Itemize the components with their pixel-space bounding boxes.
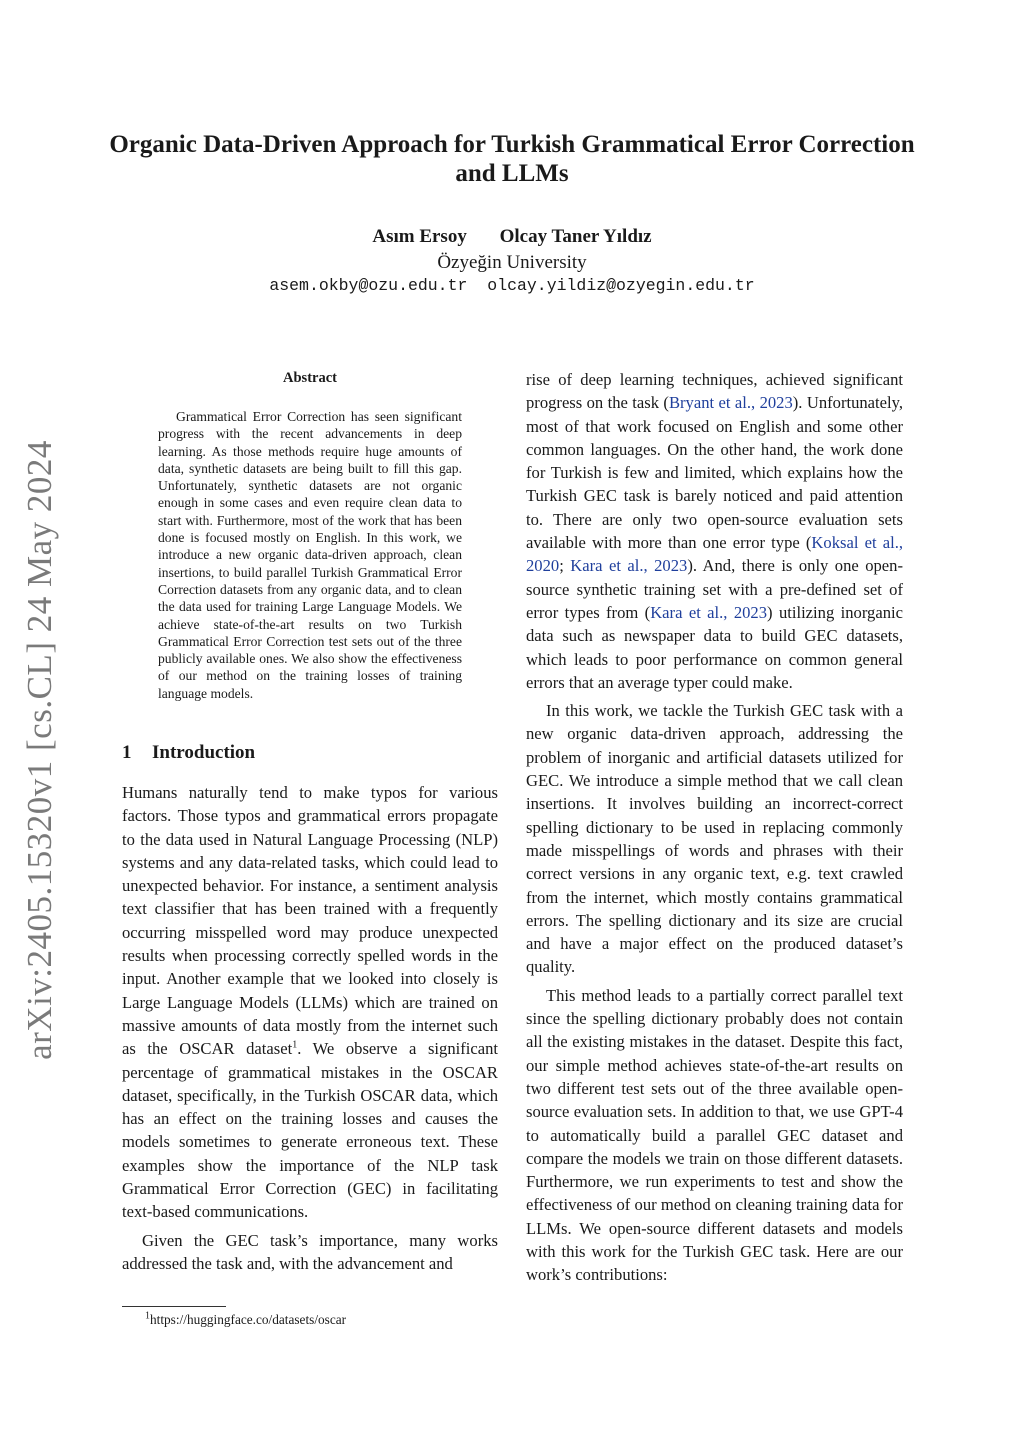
arxiv-identifier: arXiv:2405.15320v1 [cs.CL] 24 May 2024 xyxy=(20,440,59,1060)
right-column xyxy=(526,368,903,1287)
affiliation: Özyeğin University xyxy=(437,252,587,273)
footnote xyxy=(145,1312,346,1328)
citation-separator: ; xyxy=(559,556,571,576)
citation-link[interactable]: Bryant et al., 2023 xyxy=(668,393,793,413)
paragraph-text: ). Unfortunately, most of that work focused on English and some other common languages. On the other hand, the work done for Turkish is few and limited, which explains how the Turkish GEC task is barely noticed and paid attention to. There are only two open-source evaluation sets available with more than one error type ( xyxy=(526,393,903,553)
section-heading xyxy=(122,742,255,764)
paragraph-text: ) utilizing inorganic data such as newspaper data to build GEC datasets, which leads to poor performance on common general errors that an average typer could make. xyxy=(526,602,903,692)
paragraph-text: rise of deep learning techniques, achieved significant progress on the task ( xyxy=(526,370,903,413)
abstract-heading: Abstract xyxy=(283,370,337,386)
abstract-body xyxy=(158,408,462,702)
footnote-url[interactable]: https://huggingface.co/datasets/oscar xyxy=(150,1312,347,1327)
paragraph-text: . We observe a significant percentage of grammatical mistakes in the OSCAR dataset, specifically, in the Turkish OSCAR data, which has an effect on the training losses and causes the models sometimes to generate erroneous text. These examples show the importance of the NLP task Grammatical Error Correction (GEC) in facilitating text-based communications. xyxy=(122,1039,498,1222)
author-list xyxy=(0,226,1024,248)
section-title: Introduction xyxy=(152,742,256,763)
paragraph xyxy=(526,368,903,694)
paragraph-text: ). And, there is only one open-source synthetic training set with a pre-defined set of error types from ( xyxy=(526,556,903,622)
author-name: Olcay Taner Yıldız xyxy=(499,226,652,247)
author-name: Asım Ersoy xyxy=(372,226,467,247)
left-column xyxy=(122,781,498,1275)
author-email[interactable]: olcay.yildiz@ozyegin.edu.tr xyxy=(487,276,755,295)
section-number: 1 xyxy=(122,742,132,763)
footnote-number: 1 xyxy=(145,1310,150,1322)
citation-link[interactable]: Kara et al., 2023 xyxy=(570,556,688,576)
email-list xyxy=(0,276,1024,295)
footnote-divider xyxy=(122,1306,226,1307)
paragraph: In this work, we tackle the Turkish GEC task with a new organic data-driven approach, addressing the problem of inorganic and artificial datasets utilized for GEC. We introduce a simple method that we call clean insertions. It involves building an incorrect-correct spelling dictionary to be used in replacing commonly made misspellings of words and phrases with their correct versions in any organic text, e.g. text crawled from the internet, which mostly contains grammatical errors. The spelling dictionary and its size are crucial and have a major effect on the produced dataset’s quality. xyxy=(526,701,903,977)
paragraph xyxy=(122,781,498,1224)
paragraph-text: Humans naturally tend to make typos for various factors. Those typos and grammatical errors propagate to the data used in Natural Language Processing (NLP) systems and any data-related tasks, which could lead to unexpected behavior. For instance, a sentiment analysis text classifier that has been trained with a frequently occurring misspelled word may produce unexpected results when processing correctly spelled words in the input. Another example that we looked into closely is Large Language Models (LLMs) which are trained on massive amounts of data mostly from the internet such as the OSCAR dataset xyxy=(122,783,498,1059)
abstract-text: Grammatical Error Correction has seen significant progress with the recent advancements in deep learning. As those methods require huge amounts of data, synthetic datasets are being built to fill this gap. Unfortunately, synthetic datasets are not organic enough in some cases and even require clean data to start with. Furthermore, most of the work that has been done is focused mostly on English. In this work, we introduce a new organic data-driven approach, clean insertions, to build parallel Turkish Grammatical Error Correction datasets from any organic data, and to clean the data used for training Large Language Models. We achieve state-of-the-art results on two Turkish Grammatical Error Correction test sets out of the three publicly available ones. We also show the effectiveness of our method on the training losses of training language models. xyxy=(158,409,462,701)
footnote-marker[interactable]: 1 xyxy=(292,1039,298,1051)
citation-link[interactable]: Kara et al., 2023 xyxy=(650,602,768,622)
paragraph: Given the GEC task’s importance, many works addressed the task and, with the advancement and xyxy=(122,1230,498,1273)
paper-title: Organic Data-Driven Approach for Turkish Grammatical Error Correction and LLMs xyxy=(109,131,915,187)
arxiv-identifier-margin xyxy=(10,440,70,1060)
citation-link[interactable]: Koksal et al., 2020 xyxy=(526,533,903,576)
paragraph: This method leads to a partially correct parallel text since the spelling dictionary probably does not contain all the existing mistakes in the dataset. Despite this fact, our simple method achieves state-of-the-art results on two different test sets out of the three available open-source evaluation sets. In addition to that, we use GPT-4 to automatically build a parallel GEC dataset and compare the models we train on those different datasets. Furthermore, we run experiments to test and show the effectiveness of our method on cleaning training data for LLMs. We open-source different datasets and models with this work for the Turkish GEC task. Here are our work’s contributions: xyxy=(526,985,903,1285)
author-email[interactable]: asem.okby@ozu.edu.tr xyxy=(269,276,468,295)
